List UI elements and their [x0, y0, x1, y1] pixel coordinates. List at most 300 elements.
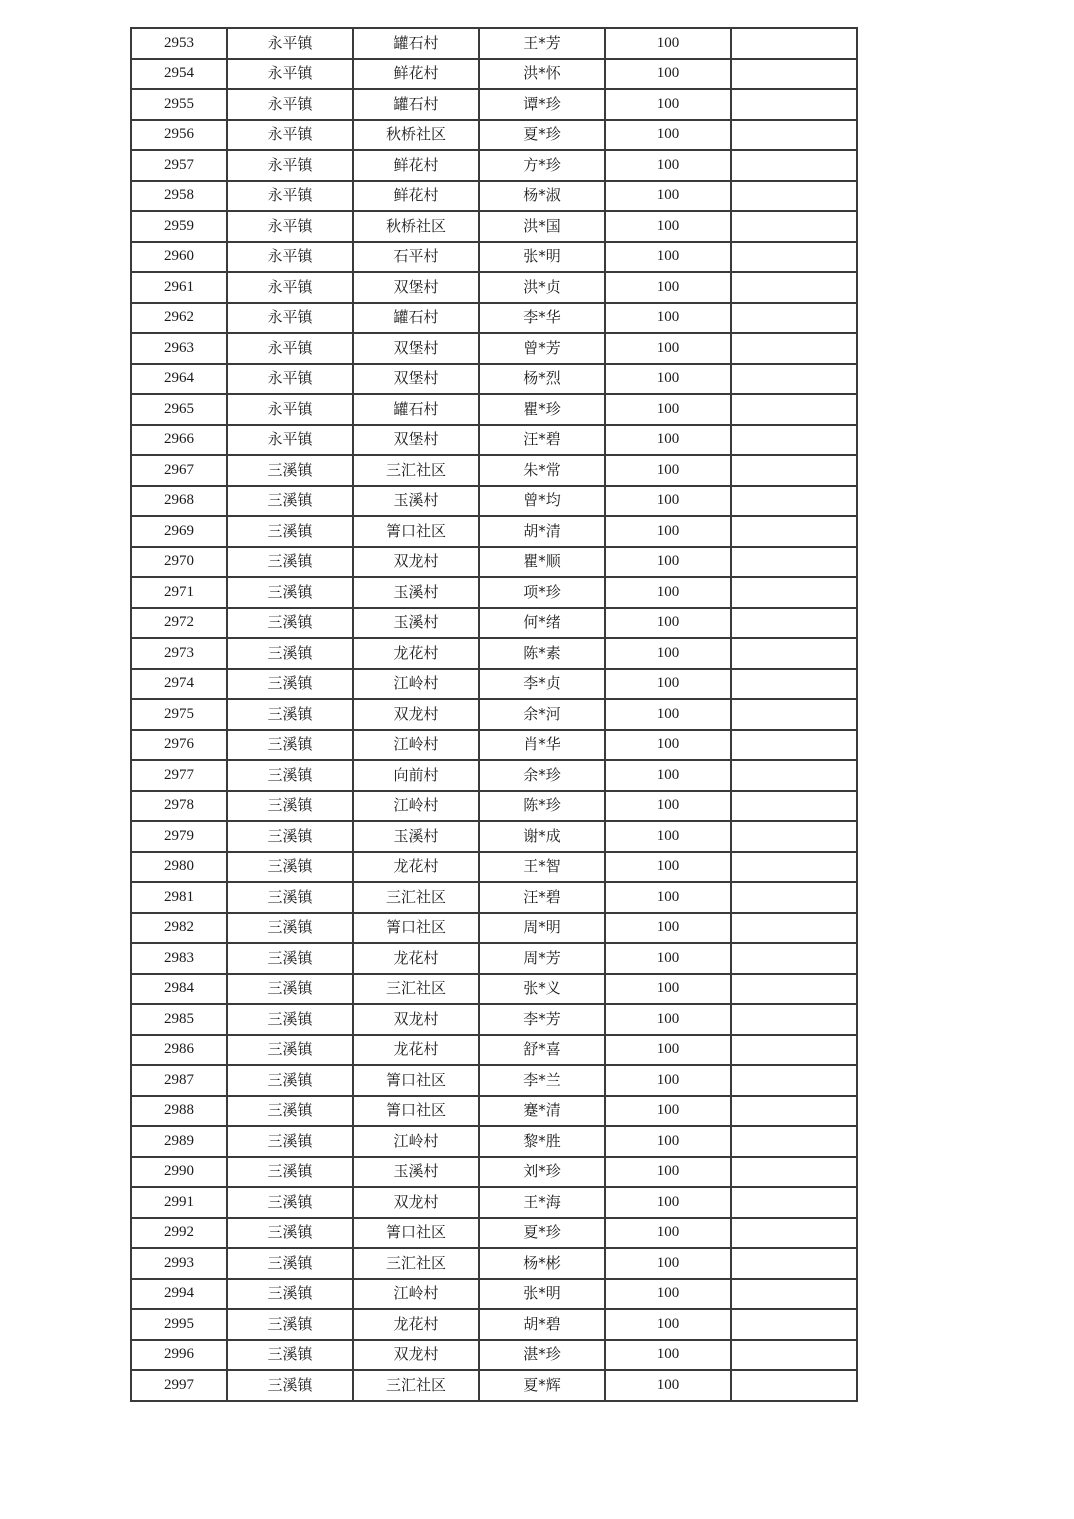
- serial-number-cell: 2995: [131, 1309, 227, 1340]
- town-cell: 永平镇: [227, 150, 353, 181]
- table-row: [131, 821, 857, 852]
- remark-cell: [731, 242, 857, 273]
- village-cell: 双堡村: [353, 272, 479, 303]
- serial-number-cell: 2965: [131, 394, 227, 425]
- town-cell: 永平镇: [227, 181, 353, 212]
- serial-number-cell: 2974: [131, 669, 227, 700]
- table-row: [131, 1004, 857, 1035]
- serial-number-cell: 2979: [131, 821, 227, 852]
- person-name-cell: 周*明: [479, 913, 605, 944]
- village-cell: 三汇社区: [353, 455, 479, 486]
- table-row: [131, 272, 857, 303]
- amount-cell: 100: [605, 1065, 731, 1096]
- person-name-cell: 王*芳: [479, 28, 605, 59]
- town-cell: 三溪镇: [227, 547, 353, 578]
- serial-number-cell: 2966: [131, 425, 227, 456]
- town-cell: 三溪镇: [227, 577, 353, 608]
- village-cell: 双龙村: [353, 547, 479, 578]
- village-cell: 向前村: [353, 760, 479, 791]
- amount-cell: 100: [605, 791, 731, 822]
- person-name-cell: 周*芳: [479, 943, 605, 974]
- town-cell: 三溪镇: [227, 1340, 353, 1371]
- village-cell: 江岭村: [353, 1279, 479, 1310]
- table-row: [131, 760, 857, 791]
- amount-cell: 100: [605, 1370, 731, 1401]
- remark-cell: [731, 669, 857, 700]
- person-name-cell: 黎*胜: [479, 1126, 605, 1157]
- village-cell: 罐石村: [353, 394, 479, 425]
- serial-number-cell: 2977: [131, 760, 227, 791]
- remark-cell: [731, 1126, 857, 1157]
- remark-cell: [731, 547, 857, 578]
- table-row: [131, 882, 857, 913]
- town-cell: 三溪镇: [227, 1126, 353, 1157]
- town-cell: 永平镇: [227, 272, 353, 303]
- table-row: [131, 1096, 857, 1127]
- amount-cell: 100: [605, 242, 731, 273]
- town-cell: 三溪镇: [227, 608, 353, 639]
- village-cell: 双堡村: [353, 333, 479, 364]
- person-name-cell: 何*绪: [479, 608, 605, 639]
- person-name-cell: 余*珍: [479, 760, 605, 791]
- town-cell: 三溪镇: [227, 1004, 353, 1035]
- person-name-cell: 曾*均: [479, 486, 605, 517]
- serial-number-cell: 2953: [131, 28, 227, 59]
- table-row: [131, 242, 857, 273]
- serial-number-cell: 2956: [131, 120, 227, 151]
- person-name-cell: 夏*辉: [479, 1370, 605, 1401]
- serial-number-cell: 2993: [131, 1248, 227, 1279]
- person-name-cell: 湛*珍: [479, 1340, 605, 1371]
- town-cell: 三溪镇: [227, 486, 353, 517]
- town-cell: 永平镇: [227, 28, 353, 59]
- table-row: [131, 1248, 857, 1279]
- remark-cell: [731, 59, 857, 90]
- town-cell: 永平镇: [227, 211, 353, 242]
- remark-cell: [731, 882, 857, 913]
- serial-number-cell: 2969: [131, 516, 227, 547]
- village-cell: 龙花村: [353, 943, 479, 974]
- remark-cell: [731, 974, 857, 1005]
- amount-cell: 100: [605, 1279, 731, 1310]
- serial-number-cell: 2996: [131, 1340, 227, 1371]
- amount-cell: 100: [605, 1309, 731, 1340]
- amount-cell: 100: [605, 272, 731, 303]
- remark-cell: [731, 516, 857, 547]
- village-cell: 三汇社区: [353, 1370, 479, 1401]
- village-cell: 双堡村: [353, 364, 479, 395]
- table-row: [131, 120, 857, 151]
- person-name-cell: 李*兰: [479, 1065, 605, 1096]
- person-name-cell: 洪*贞: [479, 272, 605, 303]
- amount-cell: 100: [605, 89, 731, 120]
- remark-cell: [731, 760, 857, 791]
- amount-cell: 100: [605, 608, 731, 639]
- amount-cell: 100: [605, 669, 731, 700]
- town-cell: 永平镇: [227, 120, 353, 151]
- town-cell: 永平镇: [227, 242, 353, 273]
- village-cell: 双龙村: [353, 1004, 479, 1035]
- serial-number-cell: 2970: [131, 547, 227, 578]
- town-cell: 三溪镇: [227, 1309, 353, 1340]
- serial-number-cell: 2972: [131, 608, 227, 639]
- town-cell: 三溪镇: [227, 1096, 353, 1127]
- amount-cell: 100: [605, 577, 731, 608]
- serial-number-cell: 2980: [131, 852, 227, 883]
- remark-cell: [731, 1096, 857, 1127]
- table-row: [131, 150, 857, 181]
- table-row: [131, 89, 857, 120]
- village-cell: 箐口社区: [353, 1096, 479, 1127]
- table-row: [131, 59, 857, 90]
- table-row: [131, 852, 857, 883]
- remark-cell: [731, 1187, 857, 1218]
- remark-cell: [731, 1157, 857, 1188]
- serial-number-cell: 2962: [131, 303, 227, 334]
- person-name-cell: 洪*怀: [479, 59, 605, 90]
- village-cell: 龙花村: [353, 638, 479, 669]
- amount-cell: 100: [605, 1340, 731, 1371]
- person-name-cell: 汪*碧: [479, 425, 605, 456]
- town-cell: 三溪镇: [227, 730, 353, 761]
- table-row: [131, 1126, 857, 1157]
- remark-cell: [731, 120, 857, 151]
- village-cell: 江岭村: [353, 730, 479, 761]
- town-cell: 三溪镇: [227, 974, 353, 1005]
- person-name-cell: 朱*常: [479, 455, 605, 486]
- table-row: [131, 303, 857, 334]
- amount-cell: 100: [605, 638, 731, 669]
- amount-cell: 100: [605, 211, 731, 242]
- village-cell: 龙花村: [353, 1309, 479, 1340]
- person-name-cell: 夏*珍: [479, 1218, 605, 1249]
- remark-cell: [731, 1279, 857, 1310]
- serial-number-cell: 2963: [131, 333, 227, 364]
- serial-number-cell: 2961: [131, 272, 227, 303]
- serial-number-cell: 2973: [131, 638, 227, 669]
- amount-cell: 100: [605, 1096, 731, 1127]
- person-name-cell: 杨*彬: [479, 1248, 605, 1279]
- amount-cell: 100: [605, 394, 731, 425]
- remark-cell: [731, 1309, 857, 1340]
- person-name-cell: 瞿*顺: [479, 547, 605, 578]
- person-name-cell: 陈*珍: [479, 791, 605, 822]
- serial-number-cell: 2978: [131, 791, 227, 822]
- town-cell: 三溪镇: [227, 1065, 353, 1096]
- amount-cell: 100: [605, 760, 731, 791]
- remark-cell: [731, 211, 857, 242]
- serial-number-cell: 2959: [131, 211, 227, 242]
- remark-cell: [731, 699, 857, 730]
- person-name-cell: 夏*珍: [479, 120, 605, 151]
- person-name-cell: 胡*清: [479, 516, 605, 547]
- amount-cell: 100: [605, 1035, 731, 1066]
- town-cell: 永平镇: [227, 364, 353, 395]
- remark-cell: [731, 913, 857, 944]
- person-name-cell: 王*海: [479, 1187, 605, 1218]
- town-cell: 三溪镇: [227, 669, 353, 700]
- table-row: [131, 1218, 857, 1249]
- serial-number-cell: 2992: [131, 1218, 227, 1249]
- serial-number-cell: 2981: [131, 882, 227, 913]
- serial-number-cell: 2957: [131, 150, 227, 181]
- village-cell: 江岭村: [353, 1126, 479, 1157]
- village-cell: 罐石村: [353, 89, 479, 120]
- remark-cell: [731, 303, 857, 334]
- village-cell: 江岭村: [353, 669, 479, 700]
- village-cell: 罐石村: [353, 303, 479, 334]
- amount-cell: 100: [605, 974, 731, 1005]
- person-name-cell: 李*华: [479, 303, 605, 334]
- person-name-cell: 胡*碧: [479, 1309, 605, 1340]
- serial-number-cell: 2976: [131, 730, 227, 761]
- remark-cell: [731, 333, 857, 364]
- remark-cell: [731, 89, 857, 120]
- village-cell: 石平村: [353, 242, 479, 273]
- village-cell: 江岭村: [353, 791, 479, 822]
- table-row: [131, 638, 857, 669]
- person-name-cell: 蹇*清: [479, 1096, 605, 1127]
- town-cell: 三溪镇: [227, 455, 353, 486]
- serial-number-cell: 2964: [131, 364, 227, 395]
- remark-cell: [731, 425, 857, 456]
- table-row: [131, 394, 857, 425]
- table-row: [131, 28, 857, 59]
- serial-number-cell: 2989: [131, 1126, 227, 1157]
- remark-cell: [731, 486, 857, 517]
- town-cell: 三溪镇: [227, 760, 353, 791]
- remark-cell: [731, 638, 857, 669]
- village-cell: 箐口社区: [353, 1218, 479, 1249]
- village-cell: 鲜花村: [353, 181, 479, 212]
- amount-cell: 100: [605, 882, 731, 913]
- town-cell: 三溪镇: [227, 1279, 353, 1310]
- village-cell: 龙花村: [353, 1035, 479, 1066]
- village-cell: 箐口社区: [353, 1065, 479, 1096]
- amount-cell: 100: [605, 699, 731, 730]
- table-row: [131, 699, 857, 730]
- village-cell: 玉溪村: [353, 486, 479, 517]
- table-row: [131, 791, 857, 822]
- amount-cell: 100: [605, 486, 731, 517]
- town-cell: 三溪镇: [227, 1370, 353, 1401]
- town-cell: 三溪镇: [227, 1218, 353, 1249]
- remark-cell: [731, 455, 857, 486]
- remark-cell: [731, 1004, 857, 1035]
- village-cell: 龙花村: [353, 852, 479, 883]
- beneficiary-table: [130, 27, 858, 1402]
- person-name-cell: 张*义: [479, 974, 605, 1005]
- remark-cell: [731, 852, 857, 883]
- amount-cell: 100: [605, 1248, 731, 1279]
- table-row: [131, 1340, 857, 1371]
- town-cell: 三溪镇: [227, 943, 353, 974]
- table-row: [131, 1309, 857, 1340]
- serial-number-cell: 2958: [131, 181, 227, 212]
- table-row: [131, 943, 857, 974]
- person-name-cell: 张*明: [479, 242, 605, 273]
- serial-number-cell: 2960: [131, 242, 227, 273]
- village-cell: 玉溪村: [353, 608, 479, 639]
- village-cell: 鲜花村: [353, 59, 479, 90]
- table-row: [131, 547, 857, 578]
- person-name-cell: 曾*芳: [479, 333, 605, 364]
- amount-cell: 100: [605, 852, 731, 883]
- table-row: [131, 1279, 857, 1310]
- person-name-cell: 余*河: [479, 699, 605, 730]
- table-row: [131, 974, 857, 1005]
- remark-cell: [731, 1218, 857, 1249]
- town-cell: 永平镇: [227, 89, 353, 120]
- village-cell: 秋桥社区: [353, 120, 479, 151]
- amount-cell: 100: [605, 1218, 731, 1249]
- town-cell: 永平镇: [227, 303, 353, 334]
- person-name-cell: 舒*喜: [479, 1035, 605, 1066]
- town-cell: 永平镇: [227, 425, 353, 456]
- table-row: [131, 516, 857, 547]
- town-cell: 三溪镇: [227, 852, 353, 883]
- person-name-cell: 瞿*珍: [479, 394, 605, 425]
- person-name-cell: 谢*成: [479, 821, 605, 852]
- amount-cell: 100: [605, 455, 731, 486]
- village-cell: 三汇社区: [353, 974, 479, 1005]
- amount-cell: 100: [605, 28, 731, 59]
- table-row: [131, 1065, 857, 1096]
- town-cell: 三溪镇: [227, 1187, 353, 1218]
- person-name-cell: 杨*淑: [479, 181, 605, 212]
- town-cell: 三溪镇: [227, 638, 353, 669]
- table-row: [131, 1187, 857, 1218]
- serial-number-cell: 2982: [131, 913, 227, 944]
- person-name-cell: 肖*华: [479, 730, 605, 761]
- table-row: [131, 181, 857, 212]
- serial-number-cell: 2954: [131, 59, 227, 90]
- remark-cell: [731, 28, 857, 59]
- person-name-cell: 杨*烈: [479, 364, 605, 395]
- town-cell: 三溪镇: [227, 699, 353, 730]
- remark-cell: [731, 1065, 857, 1096]
- remark-cell: [731, 943, 857, 974]
- town-cell: 三溪镇: [227, 1157, 353, 1188]
- remark-cell: [731, 181, 857, 212]
- village-cell: 双龙村: [353, 699, 479, 730]
- village-cell: 双堡村: [353, 425, 479, 456]
- amount-cell: 100: [605, 181, 731, 212]
- village-cell: 箐口社区: [353, 913, 479, 944]
- serial-number-cell: 2997: [131, 1370, 227, 1401]
- serial-number-cell: 2988: [131, 1096, 227, 1127]
- village-cell: 三汇社区: [353, 882, 479, 913]
- person-name-cell: 项*珍: [479, 577, 605, 608]
- remark-cell: [731, 394, 857, 425]
- amount-cell: 100: [605, 333, 731, 364]
- village-cell: 鲜花村: [353, 150, 479, 181]
- town-cell: 永平镇: [227, 394, 353, 425]
- person-name-cell: 李*芳: [479, 1004, 605, 1035]
- serial-number-cell: 2967: [131, 455, 227, 486]
- remark-cell: [731, 577, 857, 608]
- remark-cell: [731, 1248, 857, 1279]
- person-name-cell: 汪*碧: [479, 882, 605, 913]
- remark-cell: [731, 272, 857, 303]
- amount-cell: 100: [605, 1187, 731, 1218]
- amount-cell: 100: [605, 1126, 731, 1157]
- table-row: [131, 1157, 857, 1188]
- town-cell: 三溪镇: [227, 882, 353, 913]
- amount-cell: 100: [605, 425, 731, 456]
- amount-cell: 100: [605, 943, 731, 974]
- serial-number-cell: 2968: [131, 486, 227, 517]
- remark-cell: [731, 1035, 857, 1066]
- serial-number-cell: 2971: [131, 577, 227, 608]
- remark-cell: [731, 791, 857, 822]
- town-cell: 三溪镇: [227, 821, 353, 852]
- remark-cell: [731, 730, 857, 761]
- table-row: [131, 577, 857, 608]
- person-name-cell: 张*明: [479, 1279, 605, 1310]
- person-name-cell: 洪*国: [479, 211, 605, 242]
- remark-cell: [731, 150, 857, 181]
- amount-cell: 100: [605, 1004, 731, 1035]
- amount-cell: 100: [605, 150, 731, 181]
- village-cell: 罐石村: [353, 28, 479, 59]
- town-cell: 永平镇: [227, 59, 353, 90]
- amount-cell: 100: [605, 303, 731, 334]
- table-row: [131, 730, 857, 761]
- village-cell: 玉溪村: [353, 577, 479, 608]
- village-cell: 玉溪村: [353, 821, 479, 852]
- amount-cell: 100: [605, 913, 731, 944]
- remark-cell: [731, 821, 857, 852]
- serial-number-cell: 2983: [131, 943, 227, 974]
- village-cell: 玉溪村: [353, 1157, 479, 1188]
- table-row: [131, 425, 857, 456]
- serial-number-cell: 2987: [131, 1065, 227, 1096]
- table-row: [131, 913, 857, 944]
- person-name-cell: 方*珍: [479, 150, 605, 181]
- serial-number-cell: 2984: [131, 974, 227, 1005]
- town-cell: 三溪镇: [227, 516, 353, 547]
- remark-cell: [731, 364, 857, 395]
- table-row: [131, 1035, 857, 1066]
- town-cell: 永平镇: [227, 333, 353, 364]
- village-cell: 秋桥社区: [353, 211, 479, 242]
- town-cell: 三溪镇: [227, 1248, 353, 1279]
- table-body: [131, 28, 857, 1401]
- amount-cell: 100: [605, 1157, 731, 1188]
- table-row: [131, 608, 857, 639]
- amount-cell: 100: [605, 821, 731, 852]
- remark-cell: [731, 1370, 857, 1401]
- village-cell: 三汇社区: [353, 1248, 479, 1279]
- serial-number-cell: 2991: [131, 1187, 227, 1218]
- amount-cell: 100: [605, 120, 731, 151]
- remark-cell: [731, 1340, 857, 1371]
- amount-cell: 100: [605, 364, 731, 395]
- serial-number-cell: 2975: [131, 699, 227, 730]
- person-name-cell: 王*智: [479, 852, 605, 883]
- amount-cell: 100: [605, 516, 731, 547]
- table-row: [131, 1370, 857, 1401]
- serial-number-cell: 2986: [131, 1035, 227, 1066]
- table-row: [131, 211, 857, 242]
- person-name-cell: 陈*素: [479, 638, 605, 669]
- person-name-cell: 谭*珍: [479, 89, 605, 120]
- village-cell: 双龙村: [353, 1340, 479, 1371]
- table-row: [131, 669, 857, 700]
- amount-cell: 100: [605, 59, 731, 90]
- table-row: [131, 333, 857, 364]
